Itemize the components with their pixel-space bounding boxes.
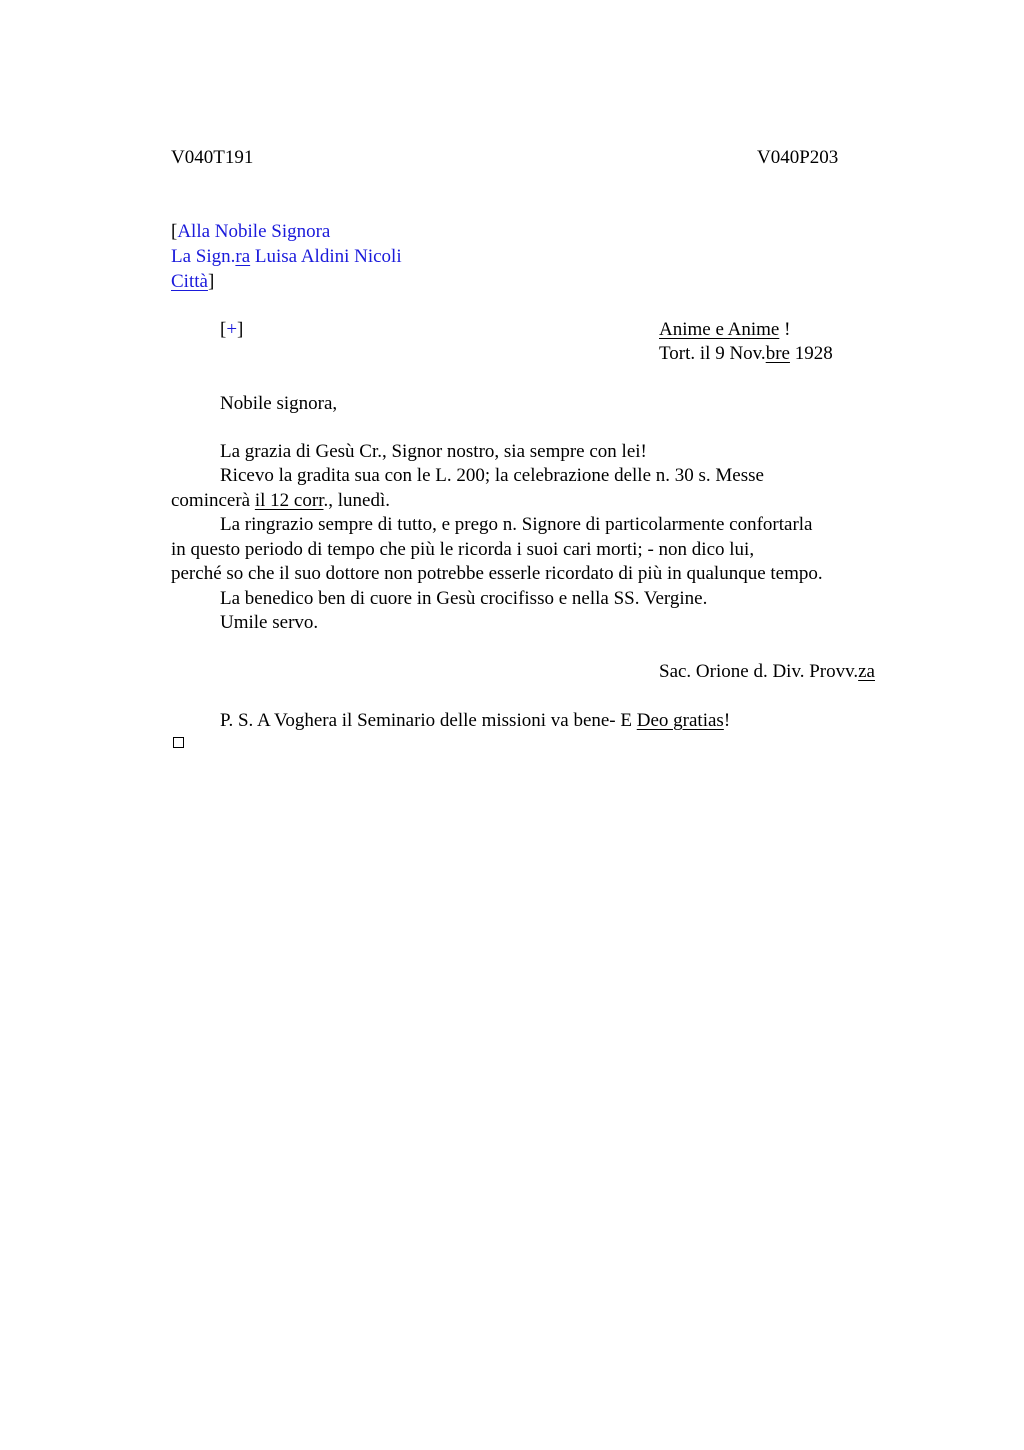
motto bbox=[659, 318, 790, 342]
body-p2-end: ., lunedì. bbox=[323, 490, 390, 511]
body-paragraph-3-line-2: in questo periodo di tempo che più le ricorda i suoi cari morti; - non dico lui, bbox=[171, 539, 755, 560]
address-name-abbrev: ra bbox=[235, 246, 251, 267]
postscript bbox=[220, 709, 730, 733]
body-p2-date: il 12 corr bbox=[254, 490, 324, 511]
signature-name: Sac. Orione d. Div. Provv. bbox=[659, 661, 859, 682]
address-name-prefix: La Sign. bbox=[171, 246, 236, 267]
dateline-month-suffix: bre bbox=[765, 343, 790, 364]
postscript-exclamation: ! bbox=[723, 710, 731, 731]
signature bbox=[659, 660, 875, 684]
address-close-bracket: ] bbox=[207, 271, 215, 292]
motto-suffix: ! bbox=[779, 319, 791, 340]
cross-open-bracket: [ bbox=[220, 319, 227, 340]
dateline-year: 1928 bbox=[789, 343, 833, 364]
body-paragraph-5: Umile servo. bbox=[220, 612, 319, 633]
cross-mark bbox=[220, 318, 243, 342]
address-line-3 bbox=[171, 270, 214, 294]
square-marker-icon bbox=[173, 737, 184, 748]
body-p2-start: comincerà bbox=[171, 490, 255, 511]
body-paragraph-2-line-2 bbox=[171, 489, 390, 513]
address-open-bracket: [ bbox=[171, 221, 178, 242]
address-city: Città bbox=[171, 271, 208, 292]
address-name: Luisa Aldini Nicoli bbox=[250, 246, 402, 267]
body-paragraph-1: La grazia di Gesù Cr., Signor nostro, sia sempre con lei! bbox=[220, 441, 647, 462]
body-paragraph-4: La benedico ben di cuore in Gesù crocifisso e nella SS. Vergine. bbox=[220, 588, 708, 609]
cross-close-bracket: ] bbox=[237, 319, 244, 340]
dateline bbox=[659, 342, 833, 366]
header-right-code: V040P203 bbox=[757, 147, 839, 168]
body-paragraph-3-line-1: La ringrazio sempre di tutto, e prego n. Signore di particolarmente confortarla bbox=[220, 514, 813, 535]
header-left-code: V040T191 bbox=[171, 147, 254, 168]
address-line-1 bbox=[171, 220, 330, 244]
body-paragraph-2-line-1: Ricevo la gradita sua con le L. 200; la celebrazione delle n. 30 s. Messe bbox=[220, 465, 764, 486]
signature-abbrev: za bbox=[858, 661, 875, 682]
salutation: Nobile signora, bbox=[220, 393, 338, 414]
dateline-place: Tort. il 9 Nov. bbox=[659, 343, 766, 364]
motto-text: Anime e Anime bbox=[659, 319, 780, 340]
body-paragraph-3-line-3: perché so che il suo dottore non potrebbe esserle ricordato di più in qualunque tempo. bbox=[171, 563, 823, 584]
address-recipient-title: Alla Nobile Signora bbox=[177, 221, 331, 242]
cross-icon: + bbox=[226, 319, 238, 340]
address-line-2 bbox=[171, 245, 402, 269]
postscript-deo-gratias: Deo gratias bbox=[636, 710, 724, 731]
postscript-text: P. S. A Voghera il Seminario delle missioni va bene- E bbox=[220, 710, 637, 731]
